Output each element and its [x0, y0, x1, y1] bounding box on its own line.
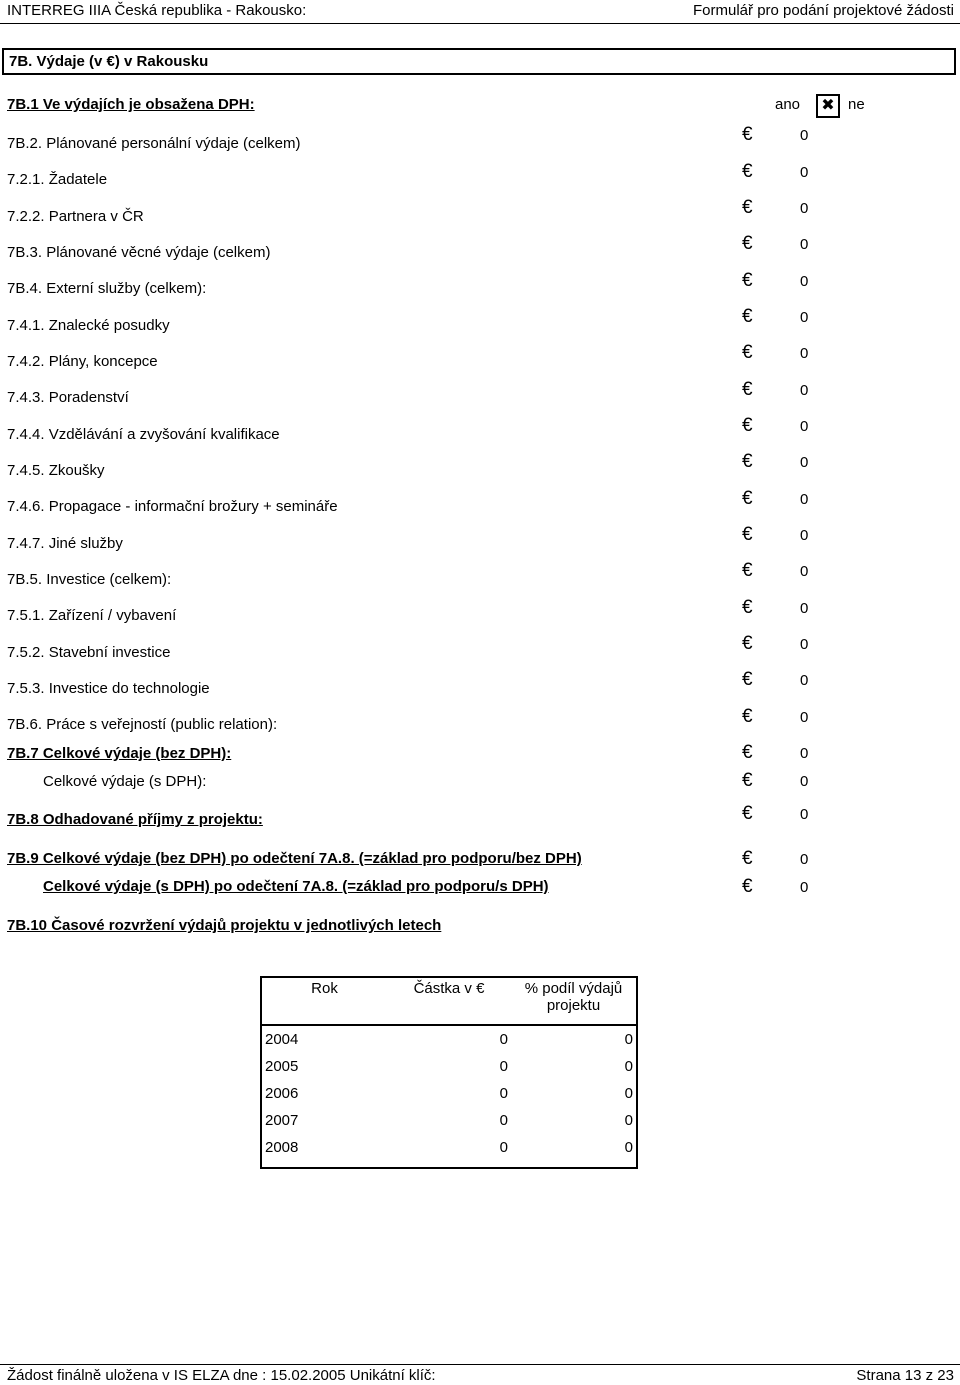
vat-question-label: 7B.1 Ve výdajích je obsažena DPH: [7, 96, 255, 113]
share-cell: 0 [511, 1025, 637, 1053]
euro-sign: € [742, 306, 753, 327]
row-label: 7.5.1. Zařízení / vybavení [7, 607, 177, 624]
row-label: 7.4.1. Znalecké posudky [7, 317, 170, 334]
row-value: 0 [800, 600, 809, 617]
checked-x-icon: ✖ [821, 97, 835, 114]
share-cell: 0 [511, 1080, 637, 1107]
euro-sign: € [742, 161, 753, 182]
row-label: 7B.6. Práce s veřejností (public relation): [7, 716, 278, 733]
euro-sign: € [742, 742, 753, 763]
row-label: 7.4.5. Zkoušky [7, 462, 105, 479]
column-header-amount: Částka v € [387, 977, 511, 1025]
amount-cell: 0 [499, 1112, 508, 1129]
row-value: 0 [800, 672, 809, 689]
row-label: 7.4.2. Plány, koncepce [7, 353, 158, 370]
row-value: 0 [800, 273, 809, 290]
table-row [261, 1107, 637, 1134]
euro-sign: € [742, 379, 753, 400]
footer-rule [0, 1364, 960, 1365]
total-without-vat-label: 7B.7 Celkové výdaje (bez DPH): [7, 745, 232, 762]
euro-sign: € [742, 706, 753, 727]
table-row [261, 1080, 637, 1107]
euro-sign: € [742, 342, 753, 363]
row-value: 0 [800, 309, 809, 326]
eligible-base-without-vat-label: 7B.9 Celkové výdaje (bez DPH) po odečtení 7A.8. (=základ pro podporu/bez DPH) [7, 850, 582, 867]
year-cell: 2005 [261, 1053, 387, 1080]
estimated-income-label: 7B.8 Odhadované příjmy z projektu: [7, 811, 263, 828]
row-value: 0 [800, 418, 809, 435]
euro-sign: € [742, 848, 753, 869]
row-value: 0 [800, 527, 809, 544]
euro-sign: € [742, 451, 753, 472]
row-label: 7.4.7. Jiné služby [7, 535, 123, 552]
euro-sign: € [742, 770, 753, 791]
row-value: 0 [800, 636, 809, 653]
euro-sign: € [742, 415, 753, 436]
header-rule [0, 23, 960, 24]
eligible-base-without-vat-value: 0 [800, 851, 809, 868]
share-cell: 0 [511, 1134, 637, 1168]
euro-sign: € [742, 633, 753, 654]
header-program: INTERREG IIIA Česká republika - Rakousko: [7, 2, 307, 19]
euro-sign: € [742, 488, 753, 509]
row-value: 0 [800, 164, 809, 181]
section-heading-box [2, 48, 956, 75]
euro-sign: € [742, 560, 753, 581]
eligible-base-with-vat-label: Celkové výdaje (s DPH) po odečtení 7A.8. (=základ pro podporu/s DPH) [43, 878, 549, 895]
row-label: 7.2.2. Partnera v ČR [7, 208, 144, 225]
row-label: 7B.2. Plánované personální výdaje (celkem) [7, 135, 301, 152]
euro-sign: € [742, 197, 753, 218]
column-header-year: Rok [261, 977, 387, 1025]
row-label: 7.4.6. Propagace - informační brožury + semináře [7, 498, 338, 515]
column-header-share: % podíl výdajů projektu [511, 977, 637, 1025]
row-label: 7.4.3. Poradenství [7, 389, 129, 406]
amount-cell: 0 [499, 1085, 508, 1102]
row-value: 0 [800, 200, 809, 217]
share-cell: 0 [511, 1053, 637, 1080]
schedule-title: 7B.10 Časové rozvržení výdajů projektu v jednotlivých letech [7, 917, 442, 934]
amount-cell: 0 [499, 1058, 508, 1075]
row-label: 7.4.4. Vzdělávání a zvyšování kvalifikace [7, 426, 280, 443]
section-title: 7B. Výdaje (v €) v Rakousku [9, 53, 209, 70]
year-cell: 2004 [261, 1025, 387, 1053]
vat-yes-label: ano [775, 96, 801, 113]
euro-sign: € [742, 270, 753, 291]
row-value: 0 [800, 709, 809, 726]
vat-checkbox[interactable] [816, 94, 840, 118]
row-label: 7.5.3. Investice do technologie [7, 680, 210, 697]
amount-cell: 0 [499, 1031, 508, 1048]
header-form-title: Formulář pro podání projektové žádosti [693, 2, 954, 19]
total-with-vat-value: 0 [800, 773, 809, 790]
euro-sign: € [742, 597, 753, 618]
year-cell: 2007 [261, 1107, 387, 1134]
row-value: 0 [800, 491, 809, 508]
amount-cell: 0 [387, 1134, 511, 1168]
eligible-base-with-vat-value: 0 [800, 879, 809, 896]
row-value: 0 [800, 345, 809, 362]
estimated-income-value: 0 [800, 806, 809, 823]
page-number: Strana 13 z 23 [856, 1367, 954, 1384]
vat-no-label: ne [848, 96, 865, 113]
total-with-vat-label: Celkové výdaje (s DPH): [43, 773, 207, 790]
table-header-row [261, 977, 637, 1025]
year-cell: 2008 [261, 1134, 387, 1168]
row-label: 7.5.2. Stavební investice [7, 644, 171, 661]
euro-sign: € [742, 803, 753, 824]
row-label: 7B.3. Plánované věcné výdaje (celkem) [7, 244, 271, 261]
euro-sign: € [742, 876, 753, 897]
row-value: 0 [800, 382, 809, 399]
euro-sign: € [742, 524, 753, 545]
total-without-vat-value: 0 [800, 745, 809, 762]
row-label: 7.2.1. Žadatele [7, 171, 108, 188]
table-row [261, 1053, 637, 1080]
footer-save-info: Žádost finálně uložena v IS ELZA dne : 15.02.2005 Unikátní klíč: [7, 1367, 436, 1384]
row-value: 0 [800, 563, 809, 580]
row-value: 0 [800, 236, 809, 253]
yearly-schedule-table [260, 976, 638, 1169]
table-row [261, 1134, 637, 1168]
row-label: 7B.5. Investice (celkem): [7, 571, 172, 588]
row-value: 0 [800, 454, 809, 471]
table-row [261, 1025, 637, 1053]
euro-sign: € [742, 233, 753, 254]
euro-sign: € [742, 669, 753, 690]
share-cell: 0 [511, 1107, 637, 1134]
euro-sign: € [742, 124, 753, 145]
row-label: 7B.4. Externí služby (celkem): [7, 280, 207, 297]
row-value: 0 [800, 127, 809, 144]
year-cell: 2006 [261, 1080, 387, 1107]
